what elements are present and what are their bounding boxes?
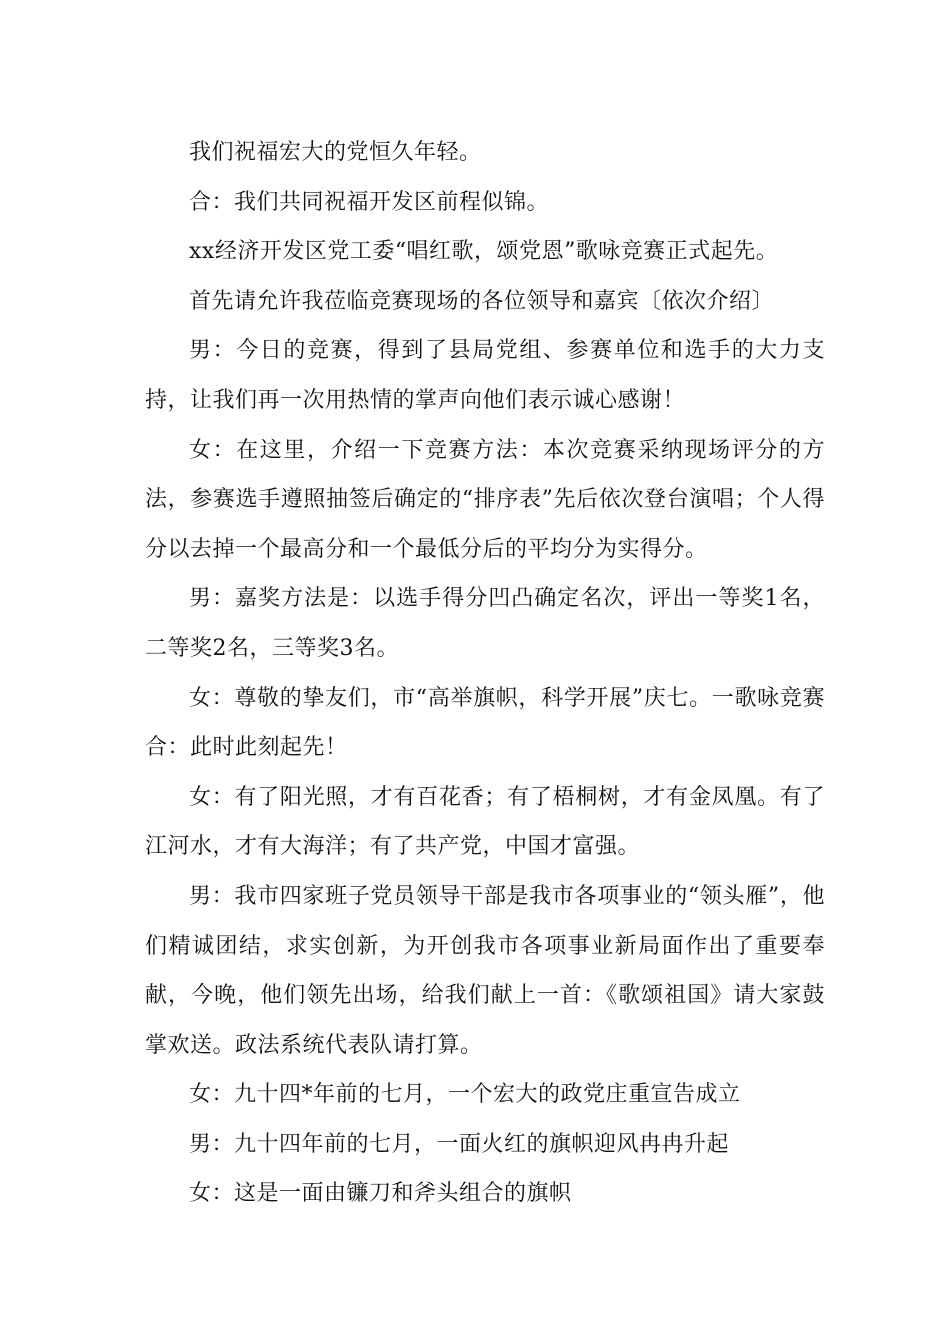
- paragraph-10: 男：我市四家班子党员领导干部是我市各项事业的“领头雁”，他们精诚团结，求实创新，为开创我市各项事业新局面作出了重要奉献，今晚，他们领先出场，给我们献上一首：《歌颂祖国》请大家鼓掌欢送。政法系统代表队请打算。: [145, 883, 825, 1058]
- paragraph-1: 我们祝福宏大的党恒久年轻。: [189, 140, 482, 165]
- paragraph-3: xx经济开发区党工委“唱红歌，颂党恩”歌咏竞赛正式起先。: [189, 239, 779, 265]
- document-body: [145, 128, 825, 1219]
- paragraph-7: 男：嘉奖方法是：以选手得分凹凸确定名次，评出一等奖1名，二等奖2名，三等奖3名。: [145, 586, 825, 661]
- paragraph-2: 合：我们共同祝福开发区前程似锦。: [189, 189, 550, 215]
- paragraph-12: 男：九十四年前的七月，一面火红的旗帜迎风冉冉升起: [189, 1131, 730, 1157]
- paragraph-6: 女：在这里，介绍一下竞赛方法：本次竞赛采纳现场评分的方法，参赛选手遵照抽签后确定的“排序表”先后依次登台演唱；个人得分以去掉一个最高分和一个最低分后的平均分为实得分。: [145, 437, 825, 562]
- paragraph-13: 女：这是一面由镰刀和斧头组合的旗帜: [189, 1181, 572, 1207]
- paragraph-9: 女：有了阳光照，才有百花香；有了梧桐树，才有金凤凰。有了江河水，才有大海洋；有了共产党，中国才富强。: [145, 784, 825, 860]
- paragraph-8: 女：尊敬的挚友们，市“高举旗帜，科学开展”庆七。一歌咏竞赛 合：此时此刻起先！: [145, 685, 825, 761]
- paragraph-4: 首先请允许我莅临竞赛现场的各位领导和嘉宾〔依次介绍〕: [189, 288, 775, 314]
- paragraph-5: 男：今日的竞赛，得到了县局党组、参赛单位和选手的大力支持，让我们再一次用热情的掌声向他们表示诚心感谢！: [145, 338, 825, 413]
- paragraph-11: 女：九十四*年前的七月，一个宏大的政党庄重宣告成立: [189, 1082, 741, 1108]
